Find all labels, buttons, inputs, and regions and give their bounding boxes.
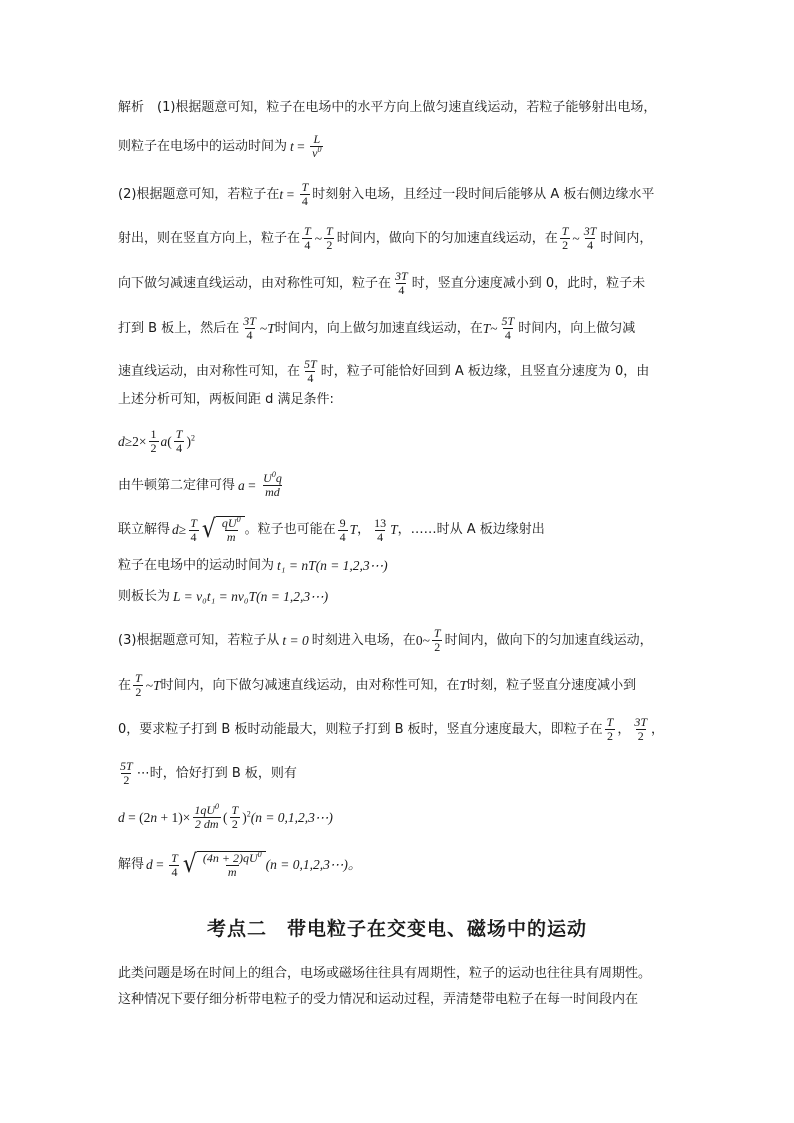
analysis-text: 时间内，向上做匀加速直线运动，在 (274, 320, 483, 336)
fraction: $\frac{T}{4}$ (304, 224, 311, 252)
analysis-text: 解析 (1)根据题意可知，粒子在电场中的水平方向上做匀速直线运动，若粒子能够射出电场， (118, 100, 657, 115)
fraction: $\frac{T}{4}$ (190, 515, 197, 544)
analysis-line-3: (2)根据题意可知，若粒子在 t = $\frac{T}{4}$ 时刻射入电场，且经过一段时间后能够从 A 板右侧边缘水平 (118, 180, 655, 208)
fraction: $\frac{1qU^0}{2 dm}$ (194, 802, 220, 831)
analysis-text: ⋯时，恰好打到 B 板，则有 (136, 765, 297, 781)
analysis-text: ，……时从 A 板边缘射出 (397, 522, 545, 537)
section-intro-line-2: 这种情况下要仔细分析带电粒子的受力情况和运动过程，弄清楚带电粒子在每一时间段内在 (118, 992, 639, 1007)
analysis-text: 联立解得 (118, 522, 171, 537)
analysis-line-4: 射出，则在竖直方向上，粒子在 $\frac{T}{4}$ ~ $\frac{T}{2}$ 时间内，做向下的匀加速直线运动，在 $\frac{T}{2}$ ~ $\frac{3T}{4}$ 时间内， (118, 224, 653, 252)
fraction: $\frac{T}{4}$ (175, 427, 183, 455)
math-text: t = 0 (282, 632, 309, 648)
math-text: L = v₀t₁ = nv₀T(n = 1,2,3⋯) (173, 589, 329, 604)
fraction: $\frac{3T}{4}$ (583, 224, 597, 252)
fraction: $\frac{5T}{2}$ (120, 759, 133, 787)
analysis-text: 由牛顿第二定律可得 (118, 477, 236, 493)
math-text: t₁ = nT(n = 1,2,3⋯) (277, 558, 388, 573)
analysis-text: 时刻射入电场，且经过一段时间后能够从 A 板右侧边缘水平 (312, 186, 655, 202)
analysis-text: (2)根据题意可知，若粒子在 (118, 186, 280, 202)
analysis-text: 向下做匀减速直线运动，由对称性可知，粒子在 (118, 275, 392, 291)
fraction: $\frac{3T}{4}$ (395, 269, 408, 297)
analysis-text: 速直线运动，由对称性可知，在 (118, 363, 301, 379)
analysis-part3-line-3: 0，要求粒子打到 B 板时动能最大，则粒子打到 B 板时，竖直分速度最大，即粒子在 $\frac{T}{2}$ ， $\frac{3T}{2}$ ， (118, 715, 665, 743)
fraction: $\frac{5T}{4}$ (304, 357, 317, 385)
analysis-text: 时，粒子可能恰好回到 A 板边缘，且竖直分速度为 0，由 (320, 363, 650, 379)
equation-solve: 联立解得 d ≥ $\frac{T}{4}$ √ $\frac{qU^0}{m}$ 。粒子也可能在 $\frac{9}{4}$ T ， $\frac{13}{4}$ T ，……时从 A 板边缘射出 (118, 515, 545, 544)
analysis-text: 时间内，做向下的匀加速直线运动，在 (336, 230, 558, 246)
fraction: $\frac{T}{2}$ (231, 803, 239, 831)
analysis-line-7 (118, 358, 678, 385)
fraction: $\frac{13}{4}$ (374, 515, 387, 544)
section-heading: 考点二 带电粒子在交变电、磁场中的运动 (206, 918, 587, 940)
fraction: $\frac{T}{2}$ (135, 671, 142, 699)
square-root: √ $\frac{qU^0}{m}$ (202, 516, 245, 544)
analysis-line-1 (118, 99, 678, 117)
equation-final: 解得 d = $\frac{T}{4}$ √ $\frac{(4n + 2)qU^0}{m}$ (n = 0,1,2,3⋯)。 (118, 850, 362, 879)
analysis-text: 射出，则在竖直方向上，粒子在 (118, 230, 301, 246)
analysis-part3-line-2: 在 $\frac{T}{2}$ ~ T 时间内，向下做匀减速直线运动，由对称性可知，在 T 时刻，粒子竖直分速度减小到 (118, 671, 637, 699)
analysis-line-8 (118, 391, 678, 409)
analysis-part3-line-4 (118, 760, 678, 787)
fraction: $\frac{T}{2}$ (561, 224, 569, 252)
analysis-text: 时，竖直分速度减小到 0，此时，粒子未 (411, 275, 646, 291)
analysis-text: 则板长为 (118, 589, 171, 604)
analysis-text: 上述分析可知，两板间距 d 满足条件: (118, 392, 334, 407)
analysis-text: 时刻进入电场，在 (311, 632, 416, 648)
section-intro-line-1: 此类问题是场在时间上的组合，电场或磁场往往具有周期性，粒子的运动也往往具有周期性。 (118, 966, 652, 981)
analysis-text: 时间内， (600, 230, 653, 246)
analysis-text: 解得 (118, 857, 145, 872)
square-root: √ $\frac{(4n + 2)qU^0}{m}$ (183, 851, 266, 879)
analysis-text: 打到 B 板上，然后在 (118, 320, 240, 336)
fraction: $\frac{T}{2}$ (433, 626, 441, 654)
analysis-line-5 (118, 270, 678, 297)
analysis-text: (3)根据题意可知，若粒子从 (118, 632, 280, 648)
analysis-text: 0，要求粒子打到 B 板时动能最大，则粒子打到 B 板时，竖直分速度最大，即粒子在 (118, 721, 603, 737)
fraction: $\frac{T}{4}$ (301, 180, 309, 208)
fraction: $\frac{3T}{4}$ (243, 314, 256, 342)
fraction: $\frac{T}{4}$ (171, 850, 178, 879)
fraction: $\frac{1}{2}$ (150, 427, 157, 455)
fraction: $\frac{5T}{4}$ (501, 314, 515, 342)
fraction: $\frac{9}{4}$ (339, 515, 346, 544)
fraction: $\frac{L}{v^0}$ (312, 132, 322, 160)
equation-d-condition: d ≥2× $\frac{1}{2}$ a ( $\frac{T}{4}$ )$^2$ (118, 427, 195, 455)
fraction: $\frac{U^0q}{md}$ (263, 470, 282, 499)
analysis-part3-line-1: (3)根据题意可知，若粒子从 t = 0 时刻进入电场，在 0~ $\frac{T}{2}$ 时间内，做向下的匀加速直线运动， (118, 626, 653, 654)
fraction: $\frac{T}{2}$ (606, 715, 614, 743)
equation-d-expression: d = (2 n + 1)× $\frac{1qU^0}{2 dm}$ ( $\frac{T}{2}$ )$^2$ (n = 0,1,2,3⋯) (118, 802, 333, 831)
analysis-text: 时间内，向下做匀减速直线运动，由对称性可知，在 (160, 677, 460, 693)
analysis-text: 时间内，向上做匀减 (518, 320, 636, 336)
analysis-text: 。粒子也可能在 (244, 522, 336, 537)
equation-newton: 由牛顿第二定律可得 a = $\frac{U^0q}{md}$ (118, 470, 282, 499)
analysis-text: 时刻，粒子竖直分速度减小到 (467, 677, 637, 693)
fraction: $\frac{3T}{2}$ (634, 715, 648, 743)
math-text: (n = 0,1,2,3⋯) (250, 809, 333, 825)
fraction: $\frac{T}{2}$ (326, 224, 333, 252)
analysis-text: 时间内，做向下的匀加速直线运动， (444, 632, 653, 648)
analysis-text: 在 (118, 677, 132, 693)
equation-time (118, 557, 678, 575)
equation-length (118, 588, 678, 606)
analysis-text: 粒子在电场中的运动时间为 (118, 558, 275, 573)
analysis-line-6: 打到 B 板上，然后在 $\frac{3T}{4}$ ~ T 时间内，向上做匀加速直线运动，在 T ~ $\frac{5T}{4}$ 时间内，向上做匀减 (118, 314, 636, 342)
math-text: (n = 0,1,2,3⋯)。 (265, 857, 362, 872)
analysis-line-2: 则粒子在电场中的运动时间为 t = $\frac{L}{v^0}$ (118, 132, 322, 160)
analysis-text: 则粒子在电场中的运动时间为 (118, 138, 288, 154)
